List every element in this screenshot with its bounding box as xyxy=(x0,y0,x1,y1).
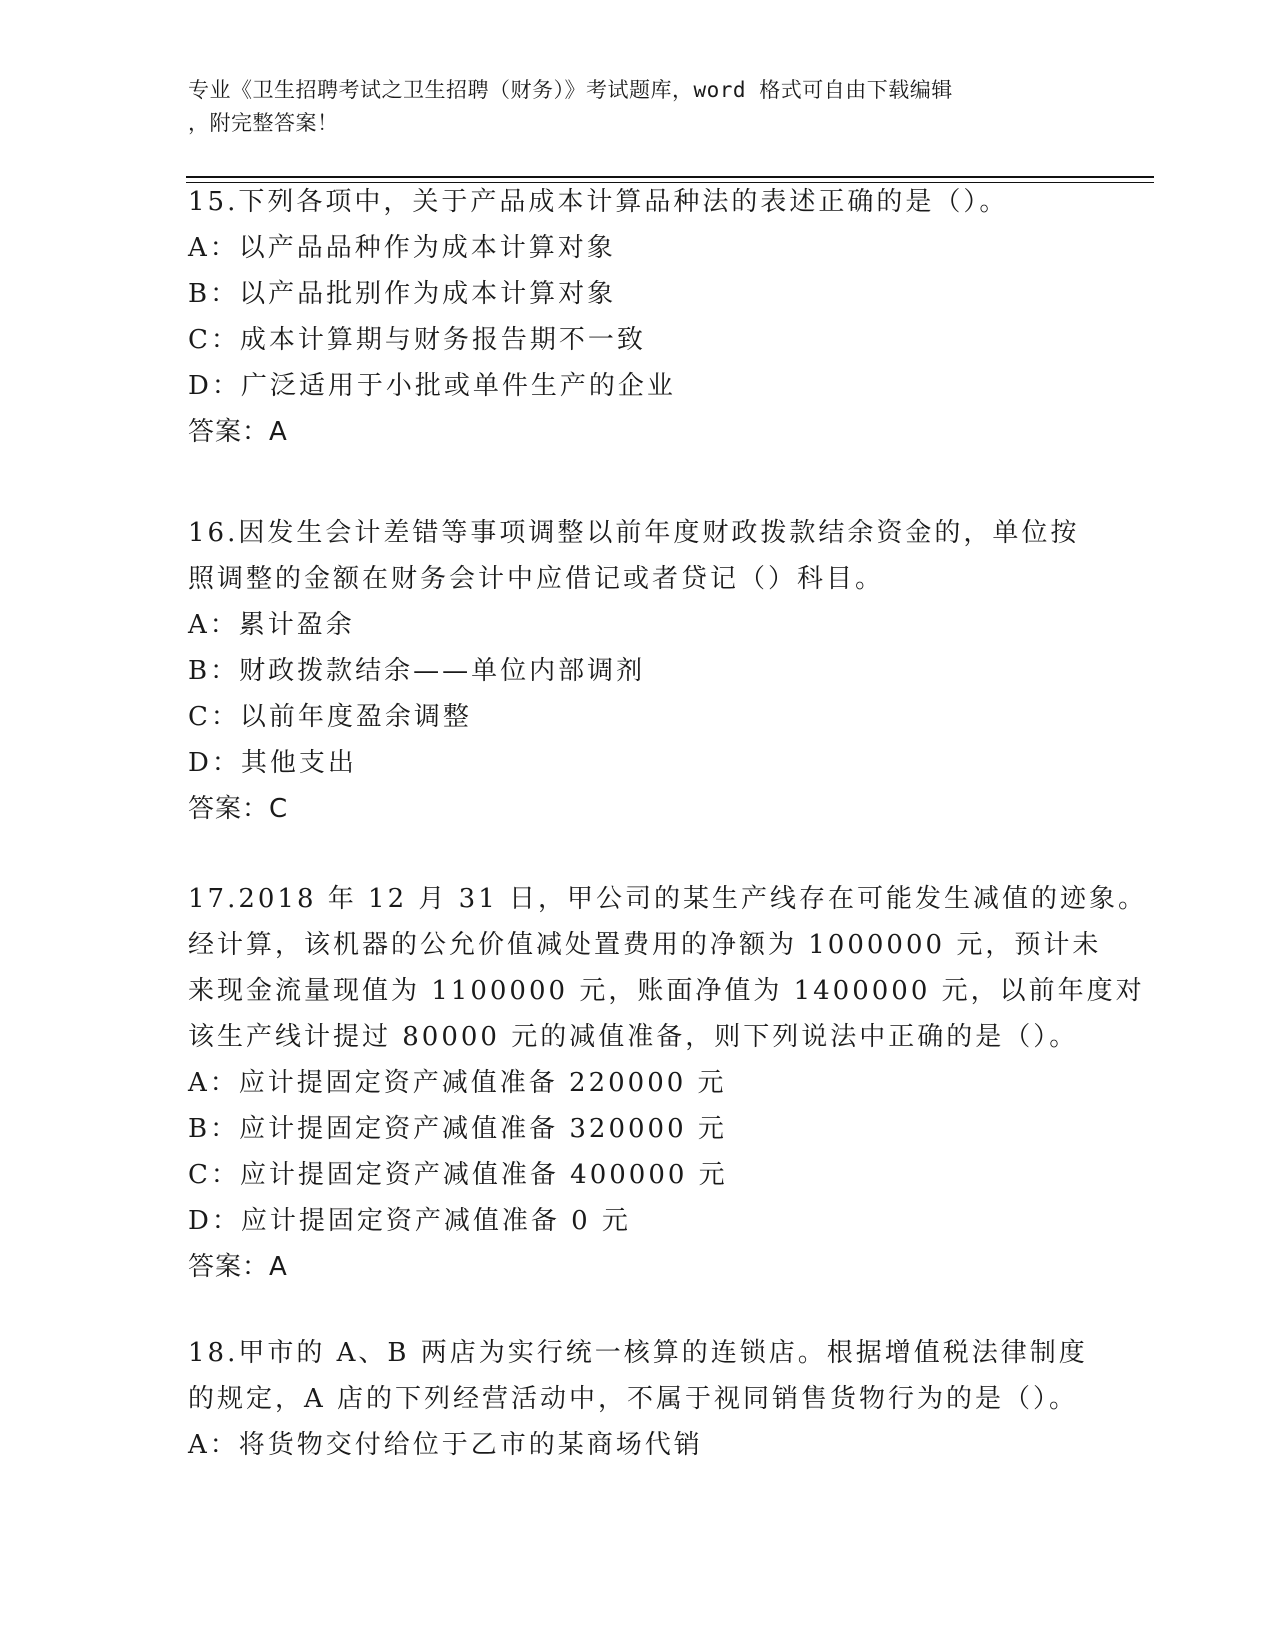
option-a: A：将货物交付给位于乙市的某商场代销 xyxy=(188,1430,703,1460)
header-line-2: ，附完整答案！ xyxy=(188,111,339,135)
question-stem-line: 18.甲市的 A、B 两店为实行统一核算的连锁店。根据增值税法律制度 xyxy=(188,1338,1088,1368)
question-stem-line: 该生产线计提过 80000 元的减值准备，则下列说法中正确的是（）。 xyxy=(188,1022,1079,1052)
question-16 xyxy=(188,510,1088,832)
option-a: A：应计提固定资产减值准备 220000 元 xyxy=(188,1068,727,1098)
option-c: C：以前年度盈余调整 xyxy=(188,702,472,732)
option-a: A：以产品品种作为成本计算对象 xyxy=(188,233,616,263)
question-15 xyxy=(188,179,1088,455)
question-stem: 15.下列各项中，关于产品成本计算品种法的表述正确的是（）。 xyxy=(188,187,1009,217)
answer: 答案：C xyxy=(188,794,289,824)
question-stem-line: 经计算，该机器的公允价值减处置费用的净额为 1000000 元，预计未 xyxy=(188,930,1102,960)
option-c: C：成本计算期与财务报告期不一致 xyxy=(188,325,646,355)
question-stem-line: 17.2018 年 12 月 31 日，甲公司的某生产线存在可能发生减值的迹象。 xyxy=(188,884,1148,914)
option-d: D：其他支出 xyxy=(188,748,357,778)
document-header xyxy=(188,74,1068,140)
question-18 xyxy=(188,1330,1088,1468)
question-stem-line: 照调整的金额在财务会计中应借记或者贷记（）科目。 xyxy=(188,564,885,594)
question-stem-line: 的规定，A 店的下列经营活动中，不属于视同销售货物行为的是（）。 xyxy=(188,1384,1079,1414)
question-stem-line: 来现金流量现值为 1100000 元，账面净值为 1400000 元，以前年度对 xyxy=(188,976,1145,1006)
option-b: B：以产品批别作为成本计算对象 xyxy=(188,279,617,309)
option-b: B：应计提固定资产减值准备 320000 元 xyxy=(188,1114,727,1144)
header-rule-thick xyxy=(186,176,1154,178)
option-a: A：累计盈余 xyxy=(188,610,355,640)
question-stem-line: 16.因发生会计差错等事项调整以前年度财政拨款结余资金的，单位按 xyxy=(188,518,1080,548)
option-c: C：应计提固定资产减值准备 400000 元 xyxy=(188,1160,728,1190)
answer: 答案：A xyxy=(188,1252,288,1282)
option-d: D：广泛适用于小批或单件生产的企业 xyxy=(188,371,676,401)
answer: 答案：A xyxy=(188,417,288,447)
option-d: D：应计提固定资产减值准备 0 元 xyxy=(188,1206,631,1236)
option-b: B：财政拨款结余——单位内部调剂 xyxy=(188,656,646,686)
header-line-1: 专业《卫生招聘考试之卫生招聘（财务）》考试题库，word 格式可自由下载编辑 xyxy=(188,78,953,102)
question-17 xyxy=(188,876,1148,1290)
